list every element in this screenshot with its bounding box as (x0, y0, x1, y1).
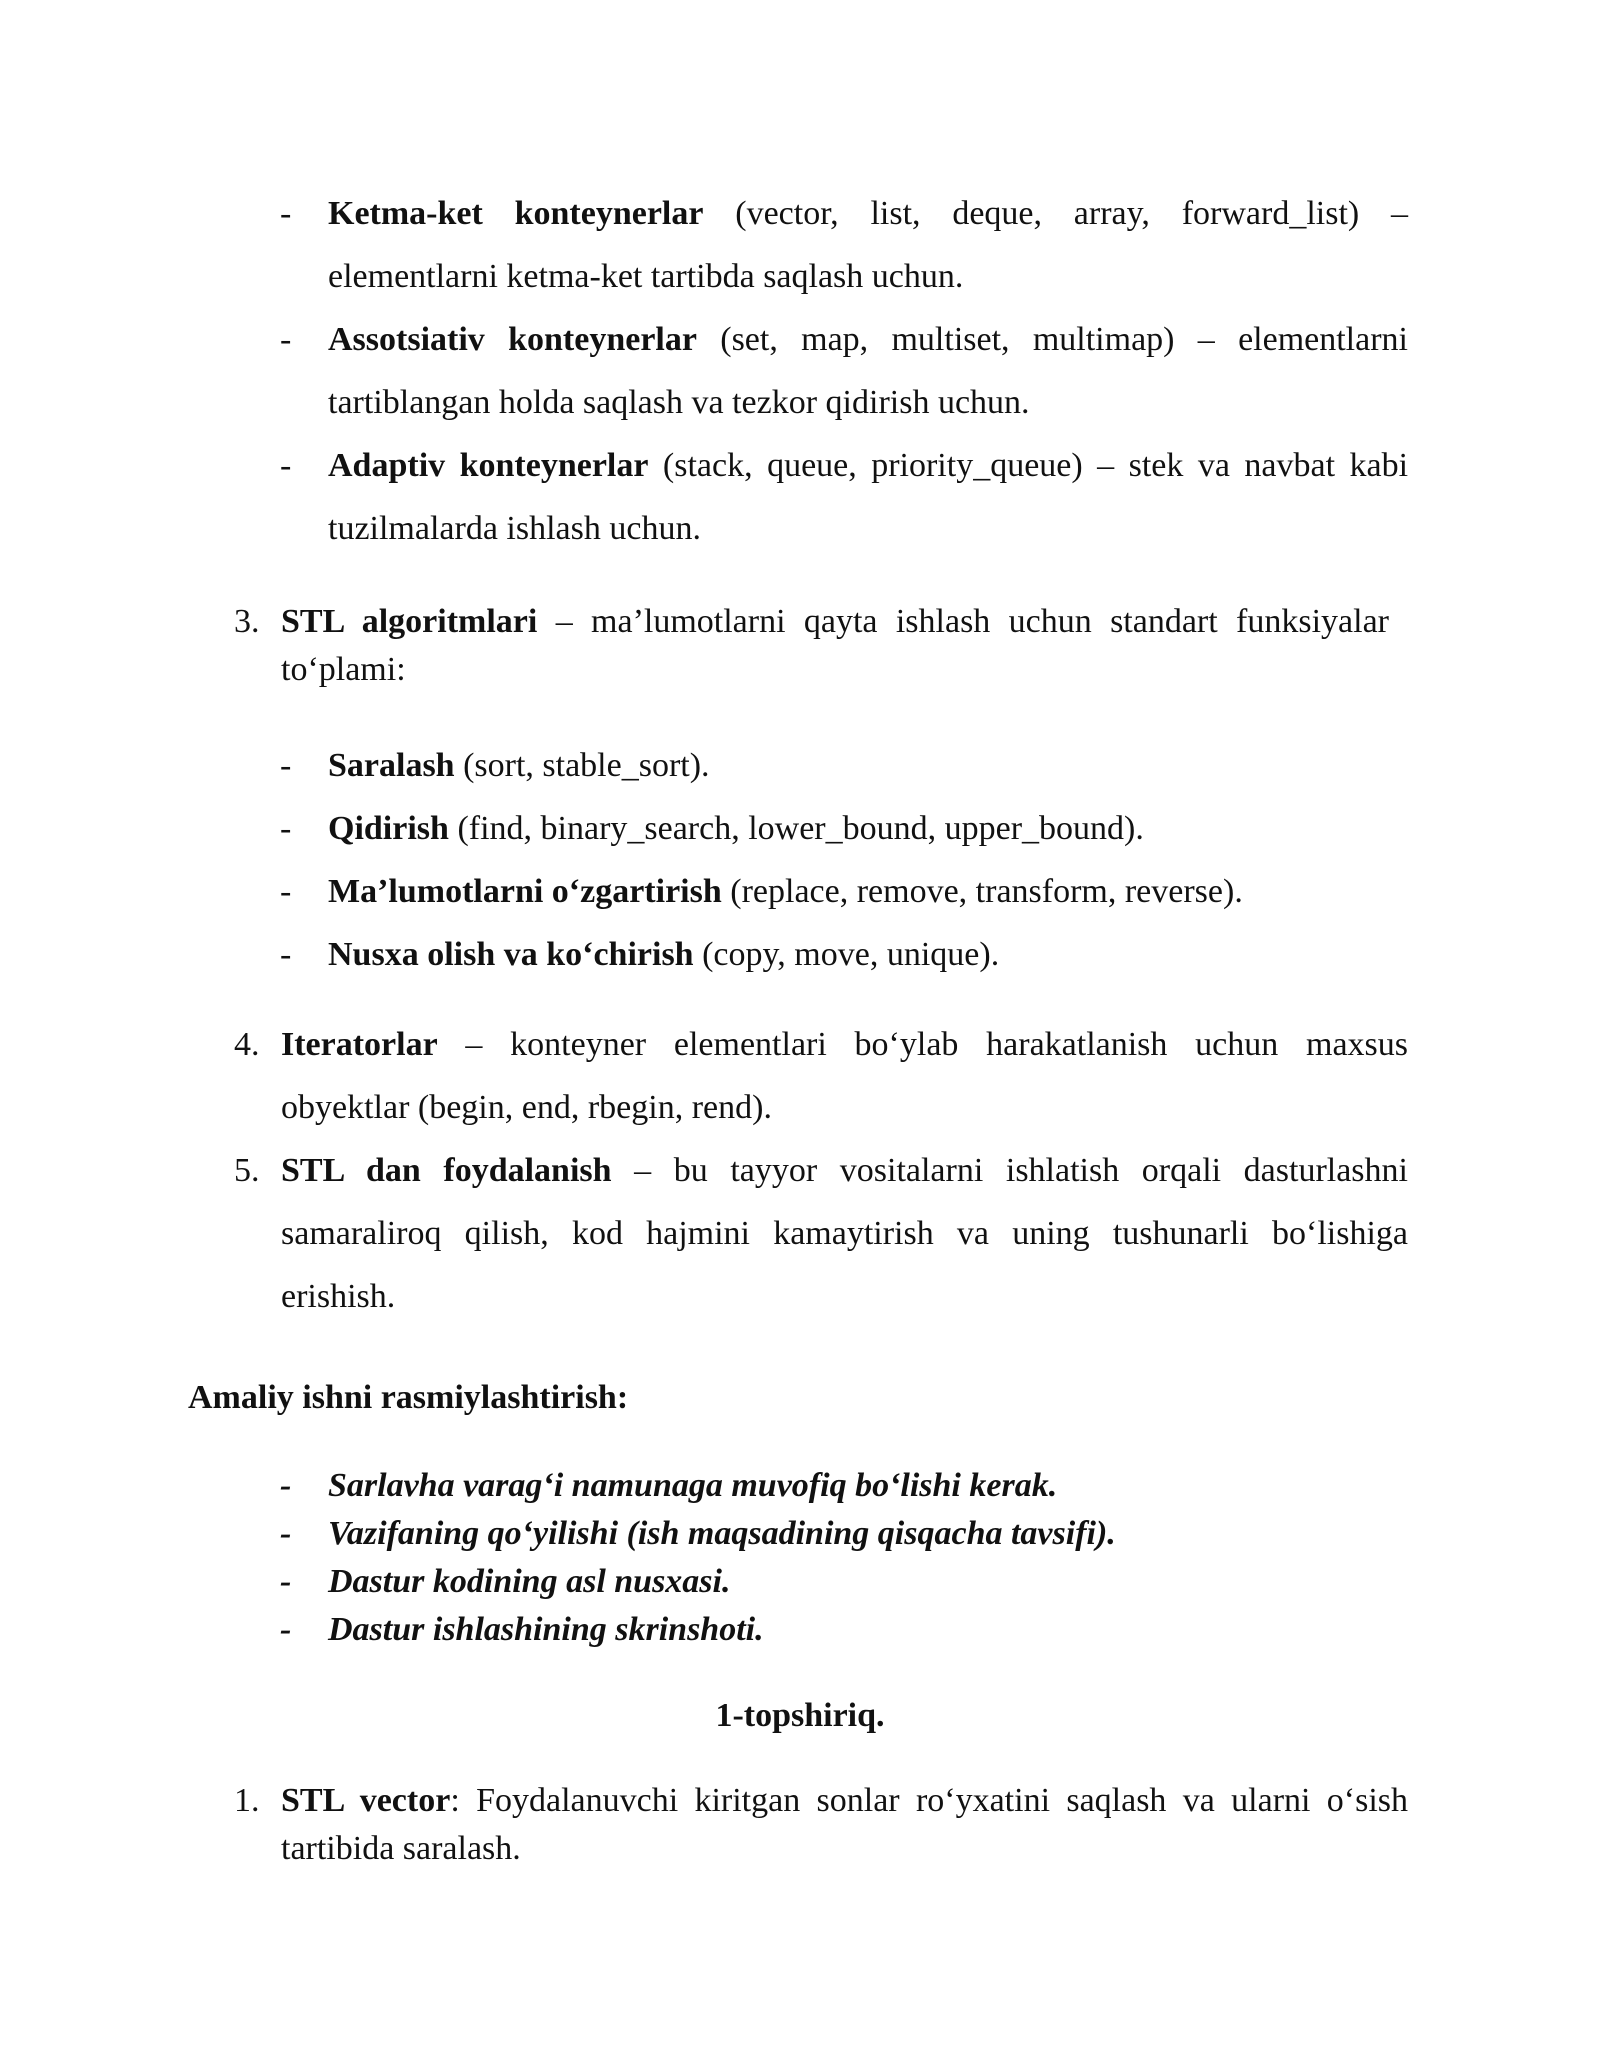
term-description: (vector, list, deque, array, forward_list) – elementlarni ketma-ket tartibda saqlash uchun. (328, 195, 1408, 295)
bullet-dash: - (280, 747, 292, 784)
term-bold: Nusxa olish va ko‘chirish (328, 936, 694, 973)
list-item-text: Dastur kodining asl nusxasi. (328, 1563, 731, 1600)
term-bold: Saralash (328, 747, 455, 784)
term-description: (copy, move, unique). (693, 936, 1000, 973)
list-item-text: Sarlavha varag‘i namunaga muvofiq bo‘lishi kerak. (328, 1467, 1058, 1504)
numbered-item-text (281, 1013, 1408, 1139)
task-title: 1-topshiriq. (715, 1697, 885, 1734)
term-description: (stack, queue, priority_queue) – stek va navbat kabi tuzilmalarda ishlash uchun. (328, 447, 1409, 547)
term-bold: Assotsiativ konteynerlar (328, 321, 697, 358)
term-description: (sort, stable_sort). (454, 747, 710, 784)
item-number: 3. (234, 603, 260, 640)
bullet-dash: - (280, 1467, 292, 1504)
list-item-text (328, 797, 1408, 860)
term-description: : Foydalanuvchi kiritgan sonlar ro‘yxatini saqlash va ularni o‘sish tartibida saralash. (281, 1782, 1409, 1867)
section-heading: Amaliy ishni rasmiylashtirish: (188, 1379, 629, 1416)
list-item-text (328, 308, 1408, 434)
bullet-dash: - (280, 1611, 292, 1648)
term-description: (find, binary_search, lower_bound, upper_bound). (448, 810, 1144, 847)
item-number: 1. (234, 1782, 260, 1819)
list-item-text (328, 860, 1408, 923)
term-description: (replace, remove, transform, reverse). (721, 873, 1243, 910)
list-item-text (328, 923, 1408, 986)
bullet-dash: - (280, 321, 292, 358)
bullet-dash: - (280, 1515, 292, 1552)
bullet-dash: - (280, 873, 292, 910)
bullet-dash: - (280, 447, 292, 484)
list-item-text (328, 734, 1408, 797)
term-bold: STL dan foydalanish (281, 1152, 612, 1189)
term-bold: Iteratorlar (281, 1026, 438, 1063)
list-item-text: Dastur ishlashining skrinshoti. (328, 1611, 764, 1648)
numbered-item-text (281, 1777, 1408, 1873)
list-item-text (328, 182, 1408, 308)
term-description: – bu tayyor vositalarni ishlatish orqali dasturlashni samaraliroq qilish, kod hajmini kamaytirish va uning tushunarli bo‘lishiga erishish. (281, 1152, 1408, 1315)
bullet-dash: - (280, 810, 292, 847)
numbered-item-text (281, 1139, 1408, 1328)
numbered-item-text (281, 598, 1389, 694)
term-description: – konteyner elementlari bo‘ylab harakatlanish uchun maxsus obyektlar (begin, end, rbegin, rend). (281, 1026, 1408, 1126)
term-bold: STL algoritmlari (281, 603, 538, 640)
term-bold: Adaptiv konteynerlar (328, 447, 649, 484)
term-bold: STL vector (281, 1782, 451, 1819)
item-number: 5. (234, 1152, 260, 1189)
list-item-text (328, 434, 1408, 560)
term-bold: Qidirish (328, 810, 449, 847)
bullet-dash: - (280, 1563, 292, 1600)
bullet-dash: - (280, 195, 292, 232)
term-bold: Ketma-ket konteynerlar (328, 195, 704, 232)
item-number: 4. (234, 1026, 260, 1063)
term-description: (set, map, multiset, multimap) – elementlarni tartiblangan holda saqlash va tezkor qidirish uchun. (328, 321, 1408, 421)
term-bold: Ma’lumotlarni o‘zgartirish (328, 873, 722, 910)
term-description: – ma’lumotlarni qayta ishlash uchun standart funksiyalar to‘plami: (281, 603, 1389, 688)
list-item-text: Vazifaning qo‘yilishi (ish maqsadining qisqacha tavsifi). (328, 1515, 1116, 1552)
bullet-dash: - (280, 936, 292, 973)
